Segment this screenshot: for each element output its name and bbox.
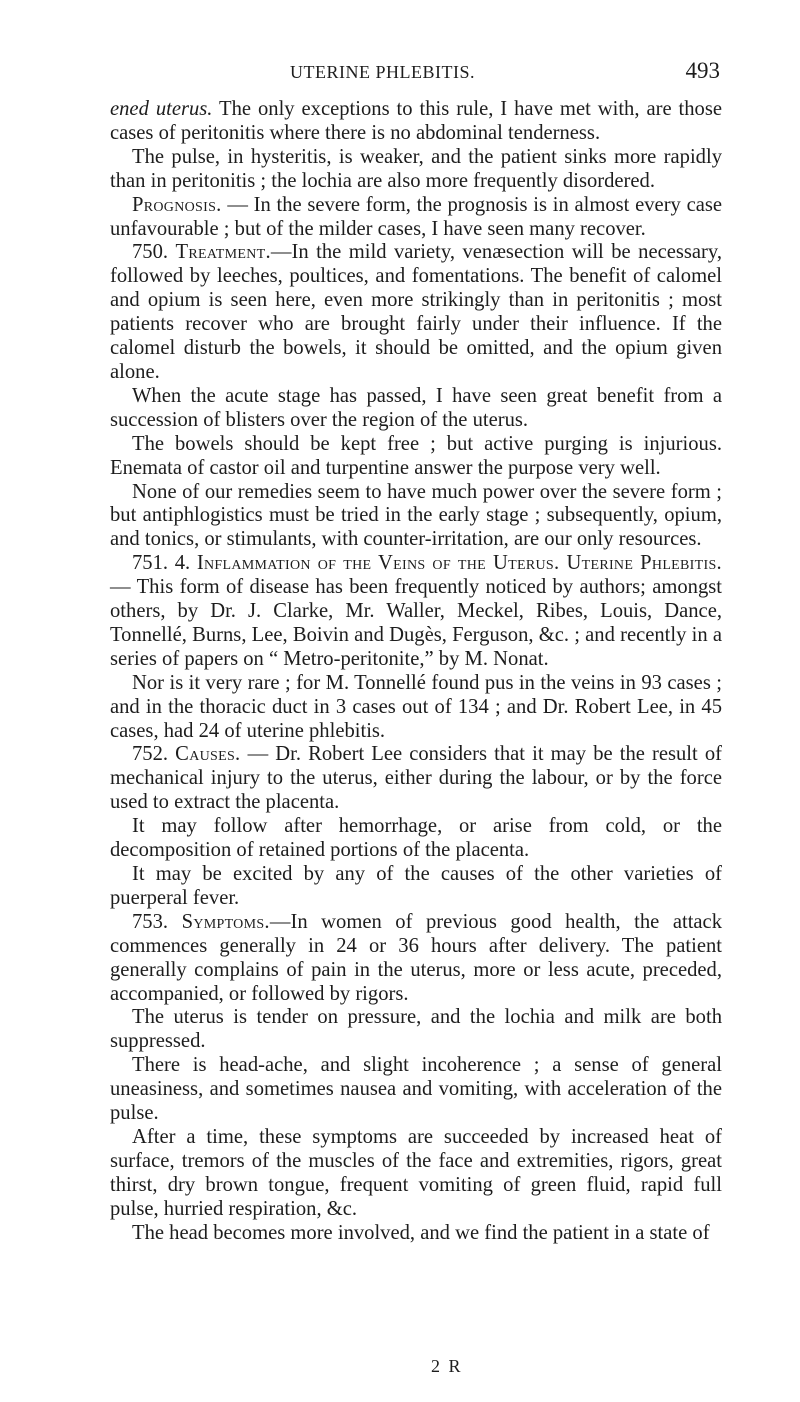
section-heading: Symptoms. bbox=[181, 910, 270, 933]
section-number: 752. bbox=[132, 743, 169, 766]
paragraph bbox=[110, 98, 722, 146]
paragraph-text: — Dr. Robert Lee considers that it may be the result of mechanical injury to the uterus, either during the labour, or by the force used to extract the placenta. bbox=[110, 743, 722, 814]
paragraph-text: —In women of previous good health, the attack commences generally in 24 or 36 hours after delivery. The patient generally complains of pain in the uterus, more or less acute, preceded, accompanied, or followed by rigors. bbox=[110, 910, 722, 1005]
paragraph-text: It may follow after hemorrhage, or arise from cold, or the decomposition of retained portions of the placenta. bbox=[110, 815, 722, 862]
paragraph-text: The pulse, in hysteritis, is weaker, and the patient sinks more rapidly than in peritonitis ; the lochia are also more frequently disordered. bbox=[110, 145, 722, 192]
paragraph bbox=[110, 552, 722, 672]
running-title: UTERINE PHLEBITIS. bbox=[290, 62, 475, 82]
paragraph bbox=[110, 743, 722, 815]
paragraph-text: The only exceptions to this rule, I have met with, are those cases of peritonitis where there is no abdominal tenderness. bbox=[110, 98, 722, 144]
section-number: 753. bbox=[132, 910, 169, 933]
paragraph-text: Nor is it very rare ; for M. Tonnellé found pus in the veins in 93 cases ; and in the thoracic duct in 3 cases out of 134 ; and Dr. Robert Lee, in 45 cases, had 24 of uterine phlebitis. bbox=[110, 671, 722, 742]
paragraph bbox=[110, 194, 722, 242]
paragraph bbox=[110, 481, 722, 553]
paragraph-text: After a time, these symptoms are succeeded by increased heat of surface, tremors of the muscles of the face and extremities, rigors, great thirst, dry brown tongue, frequent vomiting of green fluid, rapid full pulse, hurried respiration, &c. bbox=[110, 1125, 722, 1220]
paragraph bbox=[110, 672, 722, 744]
section-heading: Causes. bbox=[175, 743, 241, 766]
paragraph bbox=[110, 241, 722, 384]
paragraph bbox=[110, 433, 722, 481]
paragraph-text: The bowels should be kept free ; but active purging is injurious. Enemata of castor oil and turpentine answer the purpose very well. bbox=[110, 432, 722, 479]
paragraph bbox=[110, 815, 722, 863]
paragraph bbox=[110, 1126, 722, 1222]
paragraph bbox=[110, 385, 722, 433]
section-heading: Prognosis. bbox=[132, 193, 222, 216]
page-number: 493 bbox=[685, 58, 720, 83]
page-header bbox=[110, 58, 720, 86]
paragraph-text: The uterus is tender on pressure, and the lochia and milk are both suppressed. bbox=[110, 1006, 722, 1053]
paragraph-text: — In the severe form, the prognosis is in almost every case unfavourable ; but of the milder cases, I have seen many recover. bbox=[110, 193, 722, 240]
signature-mark: 2 R bbox=[431, 1356, 463, 1376]
paragraph bbox=[110, 146, 722, 194]
section-heading: Treatment. bbox=[175, 241, 271, 264]
paragraph-text: When the acute stage has passed, I have seen great benefit from a succession of blisters over the region of the uterus. bbox=[110, 384, 722, 431]
paragraph bbox=[110, 1222, 722, 1246]
paragraph bbox=[110, 911, 722, 1007]
paragraph bbox=[110, 863, 722, 911]
paragraph bbox=[110, 1054, 722, 1126]
section-number: 751. 4. bbox=[132, 552, 191, 575]
paragraph bbox=[110, 1006, 722, 1054]
paragraph-text: It may be excited by any of the causes of the other varieties of puerperal fever. bbox=[110, 863, 722, 909]
section-number: 750. bbox=[132, 241, 169, 264]
paragraph-text: —In the mild variety, venæsection will be necessary, followed by leeches, poultices, and fomentations. The benefit of calomel and opium is seen here, even more strikingly than in peritonitis ; most patients recover who are brought fairly under their influence. If the calomel disturb the bowels, it should be omitted, and the opium given alone. bbox=[110, 241, 722, 383]
section-heading: Inflammation of the Veins of the Uterus. Uterine Phlebitis. bbox=[196, 552, 722, 575]
continued-word: ened uterus. bbox=[110, 98, 213, 120]
paragraph-text: The head becomes more involved, and we find the patient in a state of bbox=[132, 1221, 710, 1244]
paragraph-text: None of our remedies seem to have much power over the severe form ; but antiphlogistics must be tried in the early stage ; subsequently, opium, and tonics, or stimulants, with counter-irritation, are our only resources. bbox=[110, 480, 722, 551]
paragraph-text: — This form of disease has been frequently noticed by authors; amongst others, by Dr. J. Clarke, Mr. Waller, Meckel, Ribes, Louis, Dance, Tonnellé, Burns, Lee, Boivin and Dugès, Ferguson, &c. ; and recently in a series of papers on “ Metro-peritonite,” by M. Nonat. bbox=[110, 576, 722, 670]
body-text bbox=[110, 98, 722, 1246]
paragraph-text: There is head-ache, and slight incoherence ; a sense of general uneasiness, and sometimes nausea and vomiting, with acceleration of the pulse. bbox=[110, 1054, 722, 1125]
